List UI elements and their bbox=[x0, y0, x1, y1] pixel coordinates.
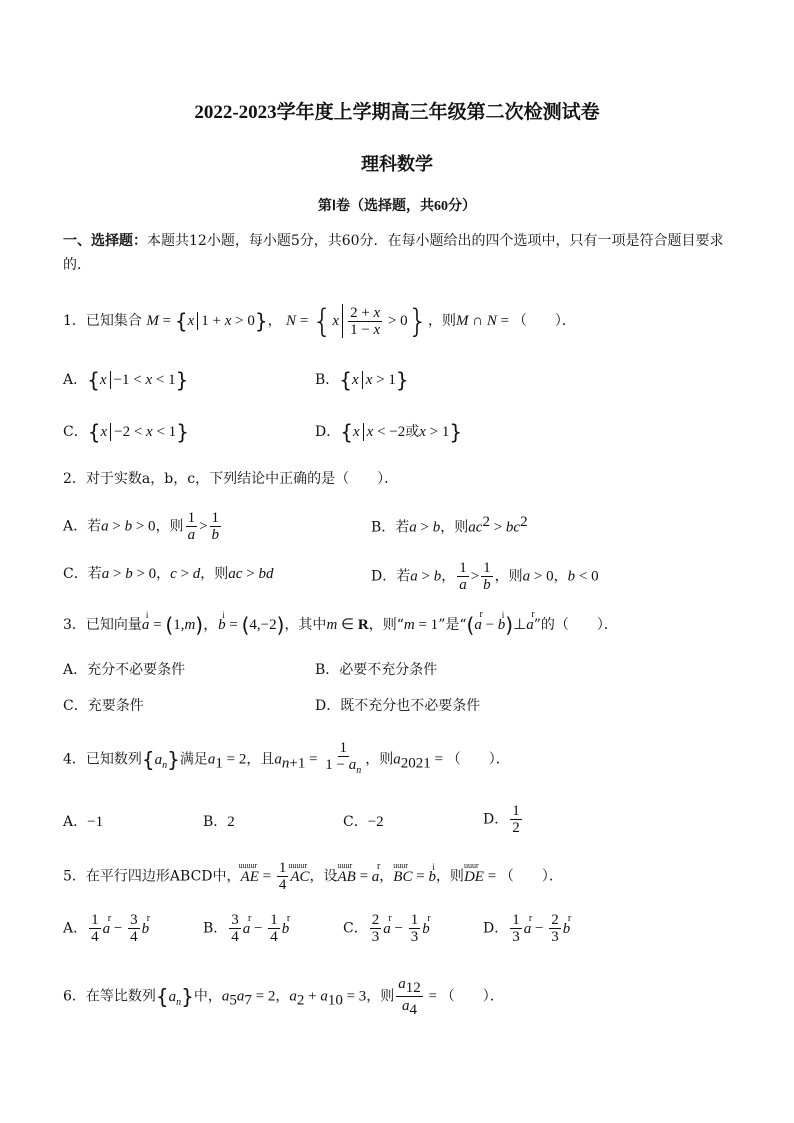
question-6: 6．在等比数列$\{a_n\}$中，$a_5a_7 = 2$，$a_2 + a_{10} = 3$，则 $\frac{a_{12}}{a_4}$ = （ ）． bbox=[63, 976, 504, 1018]
question-1: 1．已知集合 M = {x 1 + x > 0}， N = {x $\frac{2 + x}{1 - x}$ > 0}，则M ∩ N = （ ）． bbox=[63, 302, 576, 340]
q2-option-a[interactable]: A．若a > b > 0，则 $\frac{1}{a}$ > $\frac{1}{b}$ bbox=[63, 510, 220, 543]
q3-number: 3． bbox=[63, 617, 86, 633]
q3-option-a[interactable]: A．充分不必要条件 bbox=[63, 662, 186, 678]
q3-option-d[interactable]: D．既不充分也不必要条件 bbox=[315, 698, 481, 714]
q2-option-b[interactable]: B．若a > b，则$ac^2 > bc^2$ bbox=[371, 514, 528, 536]
q1-stem-a: 已知集合 bbox=[85, 313, 142, 329]
q4-option-c[interactable]: C．−2 bbox=[343, 814, 384, 830]
q1-option-c[interactable]: C．{x −2 < x < 1} bbox=[63, 420, 189, 444]
q4-number: 4． bbox=[63, 751, 86, 768]
q5-option-b[interactable]: B． $\frac{3}{4}$ r a − $\frac{1}{4}$ r b bbox=[203, 912, 289, 945]
section-label: 一、选择题： bbox=[63, 233, 147, 249]
q1-option-b[interactable]: B．{x x > 1} bbox=[315, 368, 409, 392]
q6-number: 6． bbox=[63, 988, 86, 1005]
q1-stem-c: ，则 bbox=[428, 313, 457, 329]
section-intro bbox=[63, 229, 733, 277]
q2-stem: 对于实数a，b，c，下列结论中正确的是（ ）． bbox=[85, 471, 399, 487]
question-5: 5．在平行四边形ABCD中，uuuur AE = $\frac{1}{4}$ uuuur AC，设uuur AB = r a，uuur BC = i b，则uuur DE = （ ）． bbox=[63, 860, 563, 893]
q2-option-d[interactable]: D．若a > b， $\frac{1}{a}$ > $\frac{1}{b}$ ，则a > 0，b < 0 bbox=[371, 560, 599, 593]
q5-option-c[interactable]: C． $\frac{2}{3}$ r a − $\frac{1}{3}$ r b bbox=[343, 912, 430, 945]
question-4: 4．已知数列$\{a_n\}$满足$a_1 = 2$，且$a_{n+1}$ = $\frac{1}{1 - a_n}$ ，则$a_{2021}$ = （ ）． bbox=[63, 740, 510, 776]
q5-number: 5． bbox=[63, 868, 86, 885]
q4-option-b[interactable]: B．2 bbox=[203, 814, 235, 830]
part-heading: 第Ⅰ卷（选择题，共60分） bbox=[317, 199, 477, 214]
q5-option-d[interactable]: D． $\frac{1}{3}$ r a − $\frac{2}{3}$ r b bbox=[483, 912, 570, 945]
q5-option-a[interactable]: A． $\frac{1}{4}$ r a − $\frac{3}{4}$ r b bbox=[63, 912, 149, 945]
q1-stem-d: （ ）． bbox=[512, 313, 576, 329]
subject-title: 理科数学 bbox=[361, 154, 433, 174]
section-text: 本题共12小题，每小题5分，共60分．在每小题给出的四个选项中，只有一项是符合题目要求的． bbox=[63, 233, 724, 273]
q4-option-a[interactable]: A．−1 bbox=[63, 814, 104, 830]
q3-option-b[interactable]: B．必要不充分条件 bbox=[315, 662, 438, 678]
q4-option-d[interactable]: D． $\frac{1}{2}$ bbox=[483, 803, 520, 836]
question-2 bbox=[63, 469, 398, 489]
page-title: 2022-2023学年度上学期高三年级第二次检测试卷 bbox=[194, 102, 600, 123]
q1-stem-b: ， bbox=[267, 313, 282, 329]
q1-option-d[interactable]: D．{x x < −2或x > 1} bbox=[315, 420, 463, 444]
question-3: 3．已知向量i a = (1,m)，i b = (4,−2)，其中m ∈ R，则“m = 1”是“(r a − i b)⊥r a”的（ ）． bbox=[63, 615, 618, 635]
q3-option-c[interactable]: C．充要条件 bbox=[63, 698, 144, 714]
q2-option-c[interactable]: C．若a > b > 0，c > d，则ac > bd bbox=[63, 566, 274, 582]
q1-number: 1． bbox=[63, 313, 86, 329]
q2-number: 2． bbox=[63, 471, 86, 487]
q1-option-a[interactable]: A．{x −1 < x < 1} bbox=[63, 368, 189, 392]
